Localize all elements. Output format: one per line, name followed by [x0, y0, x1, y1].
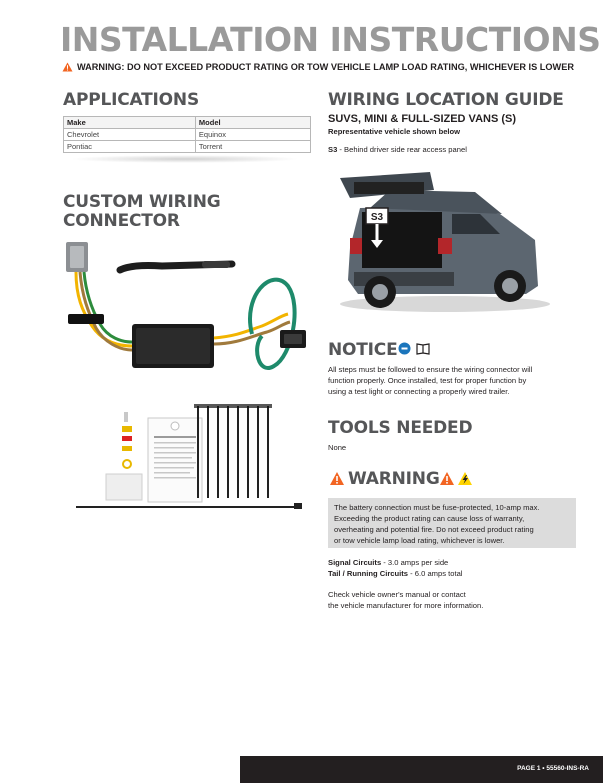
page-title: INSTALLATION INSTRUCTIONS [60, 20, 601, 59]
warning-triangle-icon [62, 62, 73, 72]
wiring-guide-heading: WIRING LOCATION GUIDE [328, 90, 564, 110]
table-cell: Equinox [195, 129, 310, 141]
warning-line-2: Exceeding the product rating can cause loss of warranty, [334, 514, 525, 523]
tools-value: None [328, 443, 347, 452]
tail-circuits-line [328, 569, 462, 578]
column-header-model: Model [195, 117, 310, 129]
table-cell: Torrent [195, 141, 310, 153]
applications-heading: APPLICATIONS [63, 90, 199, 110]
warning-heading: WARNING [348, 469, 440, 489]
table-row [64, 129, 311, 141]
signal-circuits-label: Signal Circuits [328, 558, 382, 567]
table-shadow [70, 155, 300, 163]
custom-wiring-heading-line1: CUSTOM WIRING [63, 192, 221, 212]
manual-note-line-2: the vehicle manufacturer for more information. [328, 601, 484, 610]
notice-heading: NOTICE [328, 340, 398, 360]
column-header-make: Make [64, 117, 196, 129]
custom-wiring-heading-line2: CONNECTOR [63, 211, 180, 231]
vehicle-image [330, 168, 550, 316]
warning-box [328, 498, 576, 548]
tools-heading: TOOLS NEEDED [328, 418, 473, 438]
signal-circuits-value: - 3.0 amps per side [381, 558, 449, 567]
page-number: PAGE 1 • 55560-INS-RA [517, 765, 589, 772]
top-warning-text: WARNING: DO NOT EXCEED PRODUCT RATING OR TOW VEHICLE LAMP LOAD RATING, WHICHEVER IS LOWER [77, 62, 574, 72]
table-row [64, 141, 311, 153]
electrical-hazard-icon [457, 471, 473, 486]
table-cell: Chevrolet [64, 129, 196, 141]
location-code: S3 [328, 145, 338, 154]
warning-triangle-icon [439, 471, 455, 486]
manual-note-line-1: Check vehicle owner's manual or contact [328, 590, 466, 599]
footer-bar [240, 756, 603, 783]
notice-line-1: All steps must be followed to ensure the wiring connector will [328, 365, 533, 374]
tail-circuits-value: - 6.0 amps total [408, 569, 463, 578]
wiring-guide-subheading: SUVS, MINI & FULL-SIZED VANS (S) [328, 113, 517, 125]
top-warning [62, 62, 592, 72]
location-text: - Behind driver side rear access panel [337, 145, 467, 154]
notice-info-icon [398, 342, 411, 355]
tail-circuits-label: Tail / Running Circuits [328, 569, 409, 578]
warning-line-4: or tow vehicle lamp load rating, whichever is lower. [334, 536, 505, 545]
location-line [328, 145, 467, 154]
warning-line-3: overheating and potential fire. Do not exceed product rating [334, 525, 534, 534]
warning-triangle-icon [329, 471, 345, 486]
representative-note: Representative vehicle shown below [328, 127, 461, 136]
signal-circuits-line [328, 558, 448, 567]
notice-line-3: using a test light or connecting a properly wired trailer. [328, 387, 510, 396]
applications-table [63, 116, 311, 153]
notice-line-2: function properly. Once installed, test for proper function by [328, 376, 527, 385]
wiring-harness-image [62, 236, 312, 396]
table-cell: Pontiac [64, 141, 196, 153]
location-callout-label: S3 [370, 212, 384, 223]
warning-line-1: The battery connection must be fuse-protected, 10-amp max. [334, 503, 540, 512]
manual-book-icon [416, 342, 430, 355]
kit-contents-image [72, 402, 312, 522]
